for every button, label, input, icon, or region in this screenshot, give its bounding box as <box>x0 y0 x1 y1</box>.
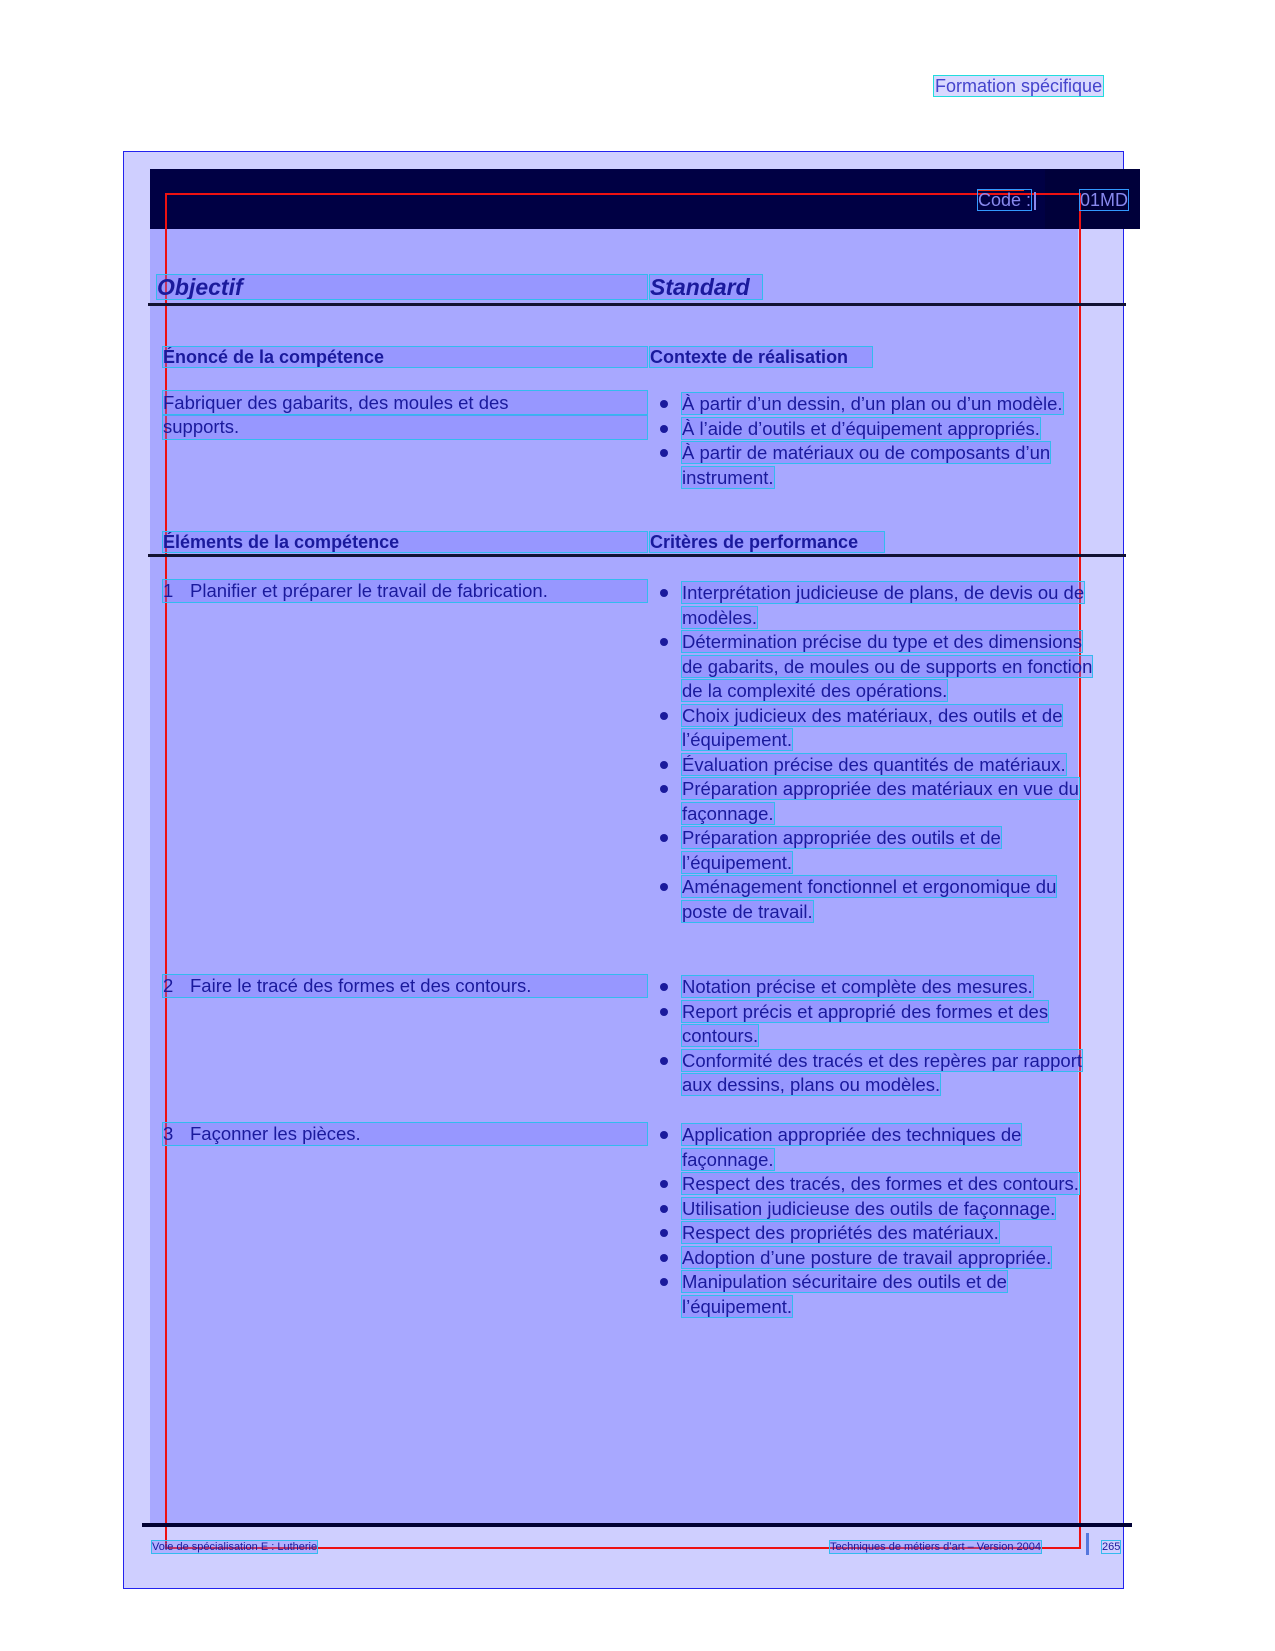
footer-document: Techniques de métiers d’art – Version 2004 <box>830 1541 1041 1553</box>
list-item: Adoption d’une posture de travail appropriée. <box>660 1246 1100 1271</box>
bullet-icon <box>660 761 668 769</box>
bullet-icon <box>660 589 668 597</box>
criteres-list-3 <box>660 1123 1100 1319</box>
elements-title: Éléments de la compétence <box>163 532 647 552</box>
element-2 <box>163 975 647 997</box>
list-item: Détermination précise du type et des dimensions de gabarits, de moules ou de supports en fonction de la complexité des opérations. <box>660 630 1100 704</box>
standard-heading: Standard <box>650 275 762 299</box>
list-item: À partir de matériaux ou de composants d’un instrument. <box>660 441 1100 490</box>
list-item: Aménagement fonctionnel et ergonomique du poste de travail. <box>660 875 1100 924</box>
bullet-icon <box>660 1131 668 1139</box>
bullet-icon <box>660 1278 668 1286</box>
footer-rule <box>142 1523 1132 1527</box>
contexte-title: Contexte de réalisation <box>650 347 872 367</box>
list-item: Interprétation judicieuse de plans, de devis ou de modèles. <box>660 581 1100 630</box>
element-number: 3 <box>163 1123 174 1144</box>
list-item: Conformité des tracés et des repères par rapport aux dessins, plans ou modèles. <box>660 1049 1100 1098</box>
code-separator <box>1034 192 1036 210</box>
list-item: Respect des tracés, des formes et des contours. <box>660 1172 1100 1197</box>
list-item: Manipulation sécuritaire des outils et de l’équipement. <box>660 1270 1100 1319</box>
element-text: Planifier et préparer le travail de fabrication. <box>190 580 548 601</box>
list-item: À partir d’un dessin, d’un plan ou d’un modèle. <box>660 392 1100 417</box>
list-item: Préparation appropriée des matériaux en vue du façonnage. <box>660 777 1100 826</box>
bullet-icon <box>660 883 668 891</box>
bullet-icon <box>660 1205 668 1213</box>
element-number: 2 <box>163 975 174 996</box>
bullet-icon <box>660 983 668 991</box>
element-1 <box>163 580 647 602</box>
enonce-line-2: supports. <box>163 415 647 439</box>
bullet-icon <box>660 638 668 646</box>
bullet-icon <box>660 834 668 842</box>
bullet-icon <box>660 1057 668 1065</box>
contexte-list <box>660 392 1100 490</box>
bullet-icon <box>660 1254 668 1262</box>
elements-rule <box>148 554 1126 557</box>
element-text: Faire le tracé des formes et des contours. <box>190 975 532 996</box>
bullet-icon <box>660 1008 668 1016</box>
element-number: 1 <box>163 580 174 601</box>
bullet-icon <box>660 1180 668 1188</box>
enonce-title: Énoncé de la compétence <box>163 347 647 367</box>
bullet-icon <box>660 785 668 793</box>
footer-program: Voie de spécialisation E : Lutherie <box>152 1541 318 1553</box>
criteres-title: Critères de performance <box>650 532 884 552</box>
criteres-list-2 <box>660 975 1100 1098</box>
element-text: Façonner les pièces. <box>190 1123 361 1144</box>
list-item: Report précis et approprié des formes et des contours. <box>660 1000 1100 1049</box>
bullet-icon <box>660 449 668 457</box>
page-number: 265 <box>1102 1541 1121 1553</box>
element-3 <box>163 1123 647 1145</box>
list-item: Préparation appropriée des outils et de l’équipement. <box>660 826 1100 875</box>
bullet-icon <box>660 712 668 720</box>
list-item: Utilisation judicieuse des outils de façonnage. <box>660 1197 1100 1222</box>
list-item: Respect des propriétés des matériaux. <box>660 1221 1100 1246</box>
bullet-icon <box>660 1229 668 1237</box>
list-item: À l’aide d’outils et d’équipement appropriés. <box>660 417 1100 442</box>
section-label: Formation spécifique <box>935 76 1103 96</box>
heading-rule <box>148 303 1126 306</box>
objectif-heading: Objectif <box>157 275 647 299</box>
code-label: Code : <box>978 190 1032 210</box>
criteres-list-1 <box>660 581 1100 924</box>
bullet-icon <box>660 400 668 408</box>
footer-separator <box>1086 1533 1089 1555</box>
list-item: Notation précise et complète des mesures. <box>660 975 1100 1000</box>
list-item: Choix judicieux des matériaux, des outils et de l’équipement. <box>660 704 1100 753</box>
enonce-line-1: Fabriquer des gabarits, des moules et des <box>163 391 647 415</box>
code-value: 01MD <box>1080 190 1129 210</box>
list-item: Évaluation précise des quantités de matériaux. <box>660 753 1100 778</box>
list-item: Application appropriée des techniques de façonnage. <box>660 1123 1100 1172</box>
bullet-icon <box>660 425 668 433</box>
